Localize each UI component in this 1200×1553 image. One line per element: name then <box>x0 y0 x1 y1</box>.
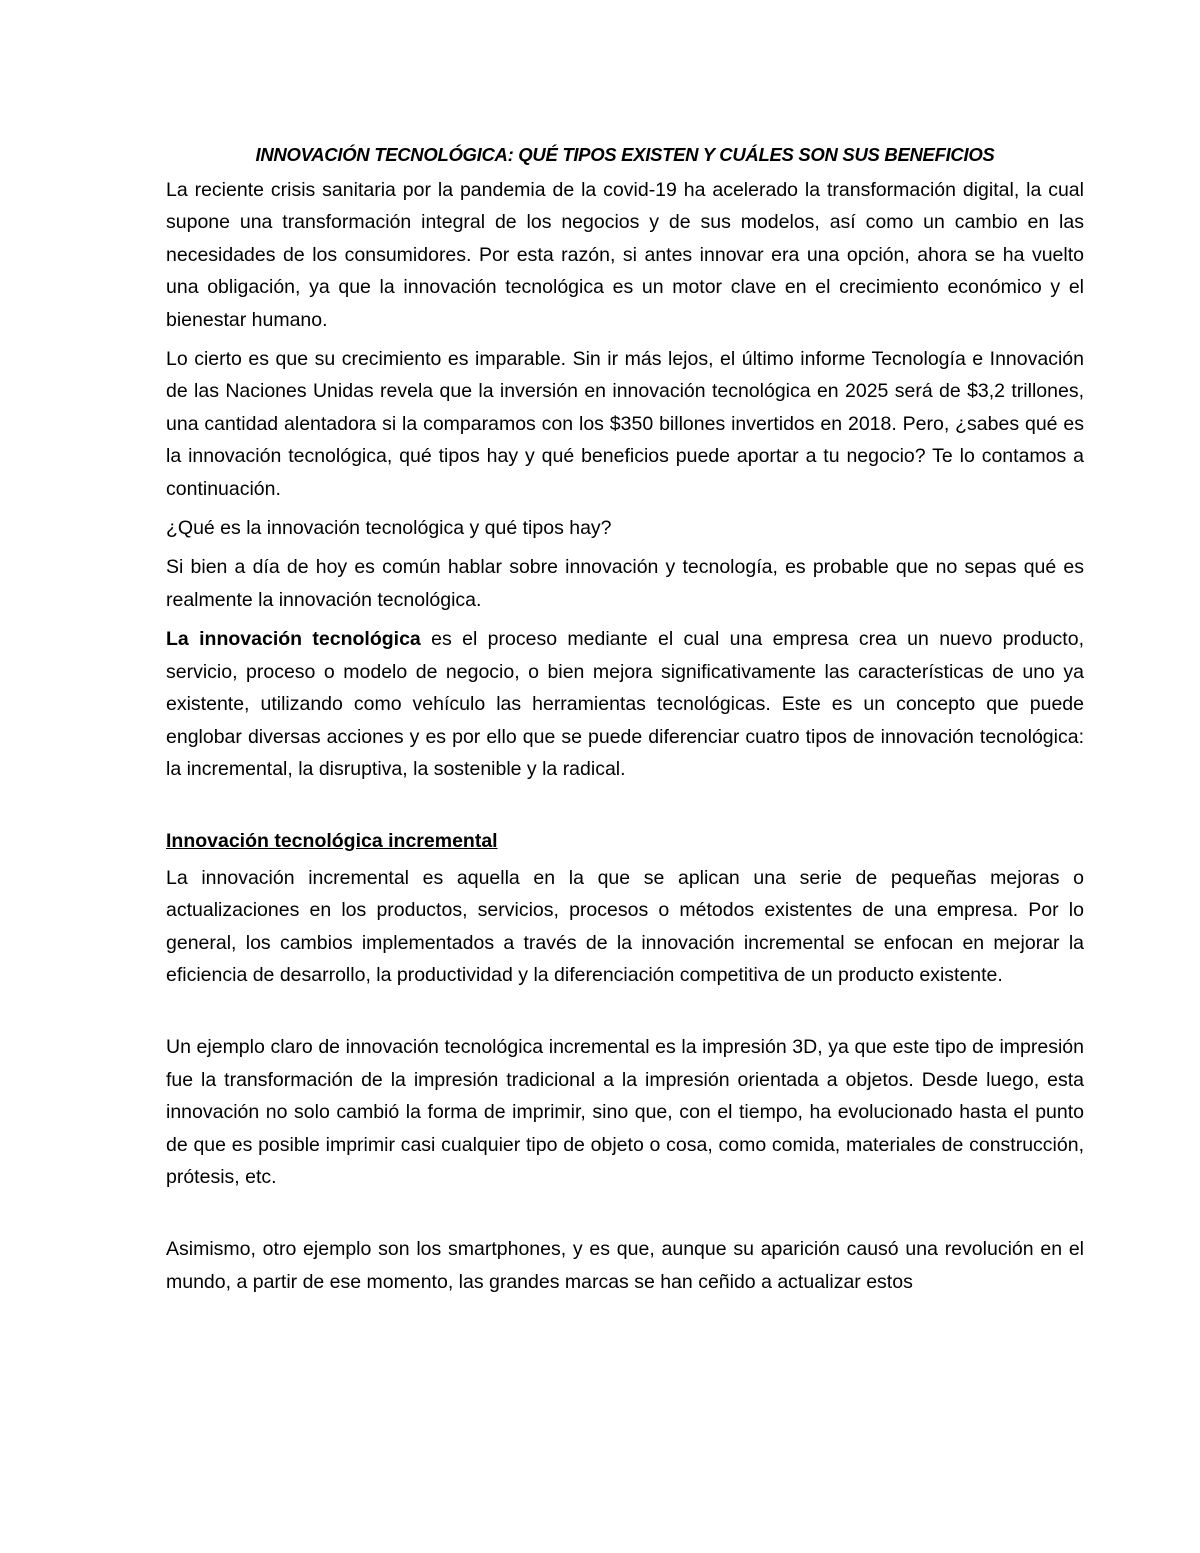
section-heading-incremental: Innovación tecnológica incremental <box>166 830 498 853</box>
definition-text: es el proceso mediante el cual una empresa crea un nuevo producto, servicio, proceso o modelo de negocio, o bien mejora significativamente las características de uno ya existente, utilizando como vehículo las herramientas tecnológicas. Este es un concepto que puede englobar diversas acciones y es por ello que se puede diferenciar cuatro tipos de innovación tecnológica: la incremental, la disruptiva, la sostenible y la radical. <box>166 628 1084 780</box>
paragraph-3d-printing-example: Un ejemplo claro de innovación tecnológica incremental es la impresión 3D, ya que este tipo de impresión fue la transformación de la impresión tradicional a la impresión orientada a objetos. Desde luego, esta innovación no solo cambió la forma de imprimir, sino que, con el tiempo, ha evolucionado hasta el punto de que es posible imprimir casi cualquier tipo de objeto o cosa, como comida, materiales de construcción, prótesis, etc. <box>166 1036 1084 1188</box>
paragraph-covid-context: La reciente crisis sanitaria por la pandemia de la covid-19 ha acelerado la transformación digital, la cual supone una transformación integral de los negocios y de sus modelos, así como un cambio en las necesidades de los consumidores. Por esta razón, si antes innovar era una opción, ahora se ha vuelto una obligación, ya que la innovación tecnológica es un motor clave en el crecimiento económico y el bienestar humano. <box>166 179 1084 331</box>
definition-term: La innovación tecnológica <box>166 628 421 651</box>
paragraph-growth: Lo cierto es que su crecimiento es imparable. Sin ir más lejos, el último informe Tecnología e Innovación de las Naciones Unidas revela que la inversión en innovación tecnológica en 2025 será de $3,2 trillones, una cantidad alentadora si la comparamos con los $350 billones invertidos en 2018. Pero, ¿sabes qué es la innovación tecnológica, qué tipos hay y qué beneficios puede aportar a tu negocio? Te lo contamos a continuación. <box>166 348 1084 500</box>
question-heading: ¿Qué es la innovación tecnológica y qué tipos hay? <box>166 517 612 540</box>
paragraph-incremental-definition: La innovación incremental es aquella en la que se aplican una serie de pequeñas mejoras o actualizaciones en los productos, servicios, procesos o métodos existentes de una empresa. Por lo general, los cambios implementados a través de la innovación incremental se enfocan en mejorar la eficiencia de desarrollo, la productividad y la diferenciación competitiva de un producto existente. <box>166 866 1084 986</box>
paragraph-definition <box>166 623 1084 785</box>
paragraph-smartphones-example: Asimismo, otro ejemplo son los smartphones, y es que, aunque su aparición causó una revolución en el mundo, a partir de ese momento, las grandes marcas se han ceñido a actualizar estos <box>166 1238 1084 1293</box>
paragraph-common-topic: Si bien a día de hoy es común hablar sobre innovación y tecnología, es probable que no sepas qué es realmente la innovación tecnológica. <box>166 556 1084 611</box>
document-title: INNOVACIÓN TECNOLÓGICA: QUÉ TIPOS EXISTEN Y CUÁLES SON SUS BENEFICIOS <box>255 144 995 165</box>
document-page <box>166 140 1084 1305</box>
